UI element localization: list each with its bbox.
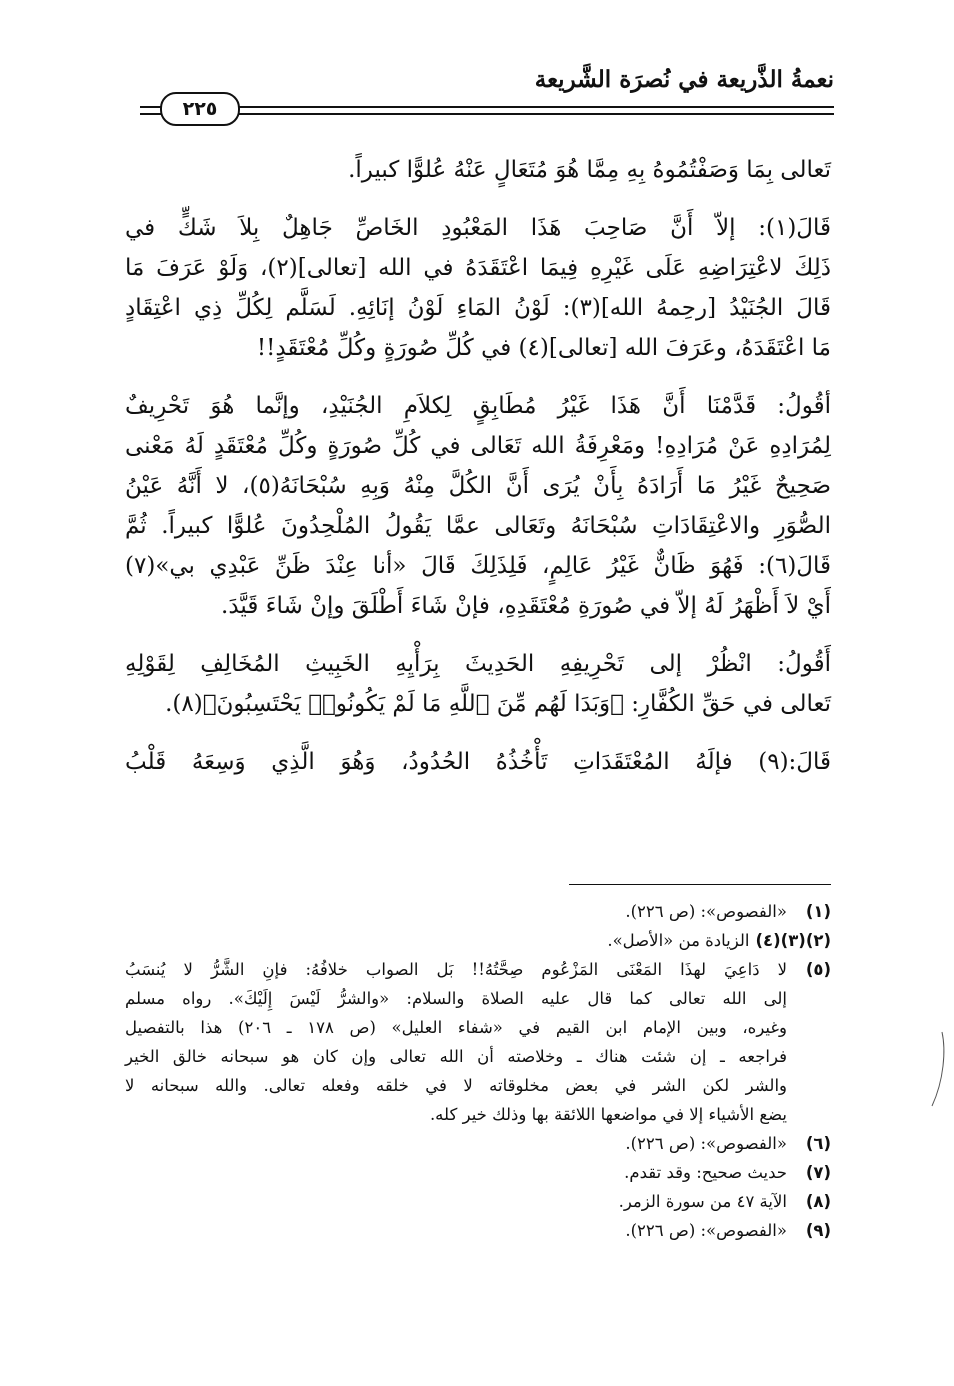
footnote-text: «الفصوص»: (ص ٢٢٦). bbox=[625, 902, 787, 921]
paragraph-1 bbox=[125, 150, 831, 190]
footnote-1 bbox=[125, 897, 831, 926]
text-line: أَقُولُ: انْظُرْ إلى تَحْرِيفِهِ الحَدِيثَ بِرَأْيِهِ الخَبِيثِ المُخَالِفِ لِقَوْلِهِ bbox=[125, 651, 831, 677]
footnote-number: (٨) bbox=[805, 1192, 831, 1211]
text-line: قَالَ الجُنَيْدُ [رحِمهُ الله](٣): لَوْنُ المَاءِ لَوْنُ إنَائِهِ. لَسَلَّم لِكُلِّ ذِي اعْتِقَادٍ bbox=[125, 295, 832, 321]
footnote-text: الآية ٤٧ من سورة الزمر. bbox=[618, 1192, 787, 1211]
paragraph-5 bbox=[125, 742, 831, 782]
text-line: أَيْ لاَ أَظْهَرُ لَهُ إلاّ في صُورَةِ مُعْتَقَدِهِ، فإنْ شَاءَ أَطْلَقَ وإنْ شَاءَ قَيَّدَ. bbox=[221, 593, 831, 619]
footnote-number: (٥) bbox=[805, 960, 831, 979]
footnote-7 bbox=[125, 1158, 831, 1187]
footnote-6 bbox=[125, 1129, 831, 1158]
footnote-text: يضع الأشياء إلا في مواضعها اللائقة بها وذلك خير كله. bbox=[429, 1105, 787, 1124]
footnote-2-3-4 bbox=[125, 926, 831, 955]
footnote-text: إلى الله تعالى كما قال عليه الصلاة والسلام: «والشرُّ لَيْسَ إِلَيْكَ». رواه مسلم bbox=[125, 989, 787, 1008]
footnote-number: (٦) bbox=[805, 1134, 831, 1153]
footnote-number: (١) bbox=[805, 902, 831, 921]
running-title: نعمةُ الذَّريعة في نُصرَة الشَّريعة bbox=[534, 66, 834, 93]
footnote-separator bbox=[569, 884, 831, 885]
footnote-text: فراجعه ـ إن شئت هناك ـ وخلاصته أن الله تعالى وإن كان هو سبحانه خالق الخير bbox=[125, 1047, 787, 1066]
text-line: مَا اعْتَقَدَهُ، وعَرَفَ الله [تعالى](٤) في كُلِّ صُورَةٍ وكُلِّ مُعْتَقَدٍ!! bbox=[256, 335, 831, 361]
paragraph-4 bbox=[125, 644, 831, 724]
footnote-number: (٧) bbox=[805, 1163, 831, 1182]
text-line: قَالَ(١): إلاّ أَنَّ صَاحِبَ هَذَا المَعْبُودِ الخَاصِّ جَاهِلٌ بِلاَ شَكٍّ في bbox=[125, 215, 831, 241]
page-number: ٢٢٥ bbox=[160, 92, 240, 126]
text-line: صَحِيحٌ غَيْرُ مَا أَرَادَهُ بِأَنْ يُرَى أَنَّ الكُلَّ مِنْهُ وَبِهِ سُبْحَانَهُ(٥)، لا أَنَّهُ عَيْنُ bbox=[125, 473, 831, 499]
footnote-text: والشر لكن الشر في بعض مخلوقاته لا في خلقه وفعله تعالى. والله سبحانه لا bbox=[125, 1076, 787, 1095]
paragraph-2 bbox=[125, 208, 831, 368]
text-line: قَالَ:(٩) فإلَهُ المُعْتَقَدَاتِ تَأْخُذُهُ الحُدُودُ، وَهُوَ الَّذِي وَسِعَهُ قَلْبُ bbox=[125, 749, 831, 775]
text-line: لِمُرَادِهِ عَنْ مُرَادِهِ! ومَعْرِفَةُ الله تَعَالى في كُلِّ صُورَةٍ وكُلِّ مُعْتَقَدٍ لَهُ مَعْنى bbox=[125, 433, 831, 459]
footnote-text: وغيره، وبين الإمام ابن القيم في «شفاء العليل» (ص ١٧٨ ـ ٢٠٦) هذا بالتفصيل bbox=[125, 1018, 787, 1037]
text-line: قَالَ(٦): فَهُوَ ظَانٌّ غَيْرُ عَالِمٍ، فَلِذَلِكَ قَالَ «أنا عِنْدَ ظَنِّ عَبْدِي بي»(٧) bbox=[125, 553, 831, 579]
text-line: الصُّوَرِ والاعْتِقَادَاتِ سُبْحَانَهُ وتَعَالى عمَّا يَقُولُ المُلْحِدُونَ عُلوًّا كبيراً. ثُمَّ bbox=[125, 513, 831, 539]
footnotes bbox=[125, 897, 831, 1245]
footnote-text: «الفصوص»: (ص ٢٢٦). bbox=[625, 1134, 787, 1153]
footnote-text: الزيادة من «الأصل». bbox=[607, 931, 750, 950]
text-line: أقُولُ: قَدَّمْنَا أَنَّ هَذَا غَيْرُ مُطَابِقٍ لِكلاَمِ الجُنَيْدِ، وإنَّما هُوَ تَحْرِيفٌ bbox=[125, 393, 831, 419]
text-line: ذَلِكَ لاعْتِرَاضِهِ عَلَى غَيْرِهِ فِيمَا اعْتَقَدَهُ في الله [تعالى](٢)، وَلَوْ عَرَفَ مَا bbox=[125, 255, 831, 281]
footnote-8 bbox=[125, 1187, 831, 1216]
footnote-text: حديث صحيح: وقد تقدم. bbox=[624, 1163, 787, 1182]
footnote-5 bbox=[125, 955, 831, 1129]
footnote-text: لا دَاعِيَ لهذَا المَعْنَى المَزْعُوم صِحَّتُهُ!! بَل الصواب خلافُهُ: فإنِ الشَّرُّ لا يُنسَبُ bbox=[125, 960, 787, 979]
text-line: تَعالى بِمَا وَصَفْتُمُوهُ بِهِ مِمَّا هُوَ مُتَعَالٍ عَنْهُ عُلوًّا كبيراً. bbox=[348, 157, 831, 183]
text-line: تَعالى في حَقِّ الكُفَّارِ: ﴿وَبَدَا لَهُم مِّنَ ٱللَّهِ مَا لَمْ يَكُونُوا۟ يَحْتَسِبُونَ﴾(٨). bbox=[165, 691, 831, 717]
margin-pencil-mark bbox=[928, 1030, 948, 1110]
footnote-9 bbox=[125, 1216, 831, 1245]
main-text bbox=[125, 150, 831, 800]
footnote-number: (٢)(٣)(٤) bbox=[755, 931, 831, 950]
paragraph-3 bbox=[125, 386, 831, 626]
footnote-text: «الفصوص»: (ص ٢٢٦). bbox=[625, 1221, 787, 1240]
header-rule bbox=[140, 106, 834, 115]
footnote-number: (٩) bbox=[805, 1221, 831, 1240]
